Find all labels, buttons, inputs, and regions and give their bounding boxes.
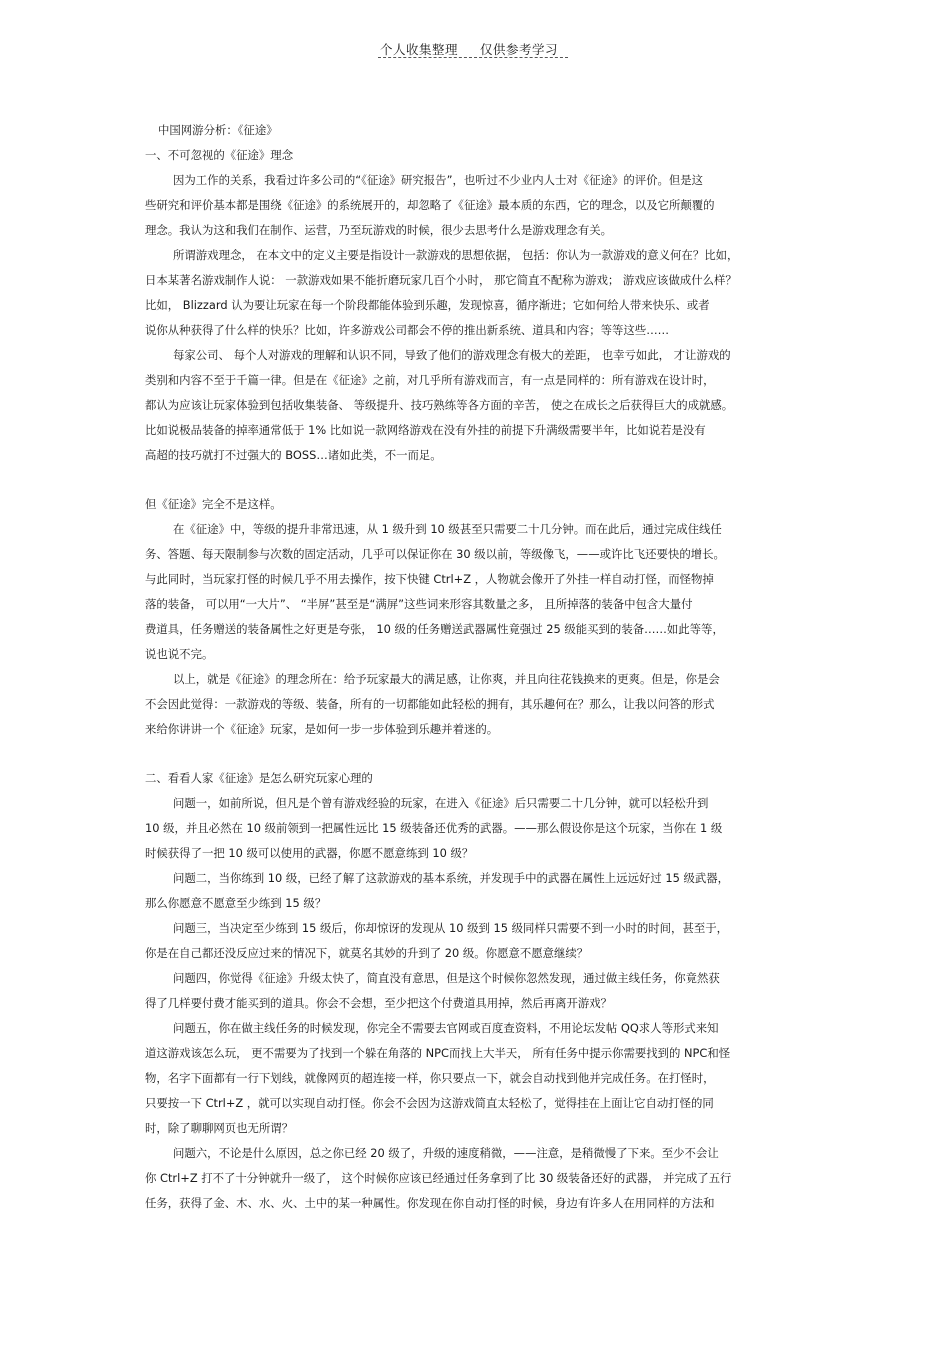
text-line: 来给你讲讲一个《征途》玩家，是如何一步一步体验到乐趣并着迷的。 bbox=[145, 722, 499, 736]
text-line: 时，除了聊聊网页也无所谓？ bbox=[145, 1121, 294, 1135]
text-line: 比如说极品装备的掉率通常低于 1% 比如说一款网络游戏在没有外挂的前提下升满级需要半年，比如说若是没有 bbox=[145, 423, 706, 437]
text-line: 在《征途》中，等级的提升非常迅速，从 1 级升到 10 级甚至只需要二十几分钟。而在此后，通过完成住线任 bbox=[173, 522, 722, 536]
text-line: 落的装备， 可以用“一大片”、 “半屏”甚至是“满屏”这些词来形容其数量之多， 且所掉落的装备中包含大量付 bbox=[145, 597, 693, 611]
text-line: 问题三，当决定至少练到 15 级后，你却惊讶的发现从 10 级到 15 级同样只需要不到一小时的时间，甚至于， bbox=[173, 921, 729, 935]
text-line: 不会因此觉得：一款游戏的等级、装备，所有的一切都能如此轻松的拥有，其乐趣何在？那么，让我以问答的形式 bbox=[145, 697, 715, 711]
header-right-text: 仅供参考学习 bbox=[480, 42, 559, 57]
text-line: 类别和内容不至于千篇一律。但是在《征途》之前，对几乎所有游戏而言，有一点是同样的：所有游戏在设计时， bbox=[145, 373, 715, 387]
text-line: 所谓游戏理念， 在本文中的定义主要是指设计一款游戏的思想依据， 包括：你认为一款游戏的意义何在？比如， bbox=[173, 248, 739, 262]
text-line: 道这游戏该怎么玩， 更不需要为了找到一个躲在角落的 NPC而找上大半天， 所有任务中提示你需要找到的 NPC和怪 bbox=[145, 1046, 731, 1060]
text-line: 得了几样要付费才能买到的道具。你会不会想，至少把这个付费道具用掉，然后再离开游戏？ bbox=[145, 996, 613, 1010]
text-line: 你是在自己都还没反应过来的情况下，就莫名其妙的升到了 20 级。你愿意不愿意继续？ bbox=[145, 946, 589, 960]
text-line: 10 级，并且必然在 10 级前领到一把属性远比 15 级装备还优秀的武器。——那么假设你是这个玩家，当你在 1 级 bbox=[145, 821, 723, 835]
text-line: 时候获得了一把 10 级可以使用的武器，你愿不愿意练到 10 级？ bbox=[145, 846, 474, 860]
text-line: 问题四，你觉得《征途》升级太快了，简直没有意思，但是这个时候你忽然发现，通过做主线任务，你竟然获 bbox=[173, 971, 720, 985]
text-line: 问题五，你在做主线任务的时候发现，你完全不需要去官网或百度查资料，不用论坛发帖 QQ求人等形式来知 bbox=[173, 1021, 719, 1035]
text-line: 些研究和评价基本都是围绕《征途》的系统展开的，却忽略了《征途》最本质的东西，它的理念，以及它所颠覆的 bbox=[145, 198, 715, 212]
text-line: 任务，获得了金、木、水、火、土中的某一种属性。你发现在你自动打怪的时候，身边有许多人在用同样的方法和 bbox=[145, 1196, 715, 1210]
text-line: 比如， Blizzard 认为要让玩家在每一个阶段都能体验到乐趣，发现惊喜，循序渐进；它如何给人带来快乐、或者 bbox=[145, 298, 710, 312]
page-header bbox=[380, 40, 570, 58]
text-line: 只要按一下 Ctrl+Z ，就可以实现自动打怪。你会不会因为这游戏简直太轻松了，觉得挂在上面让它自动打怪的同 bbox=[145, 1096, 714, 1110]
text-line: 与此同时，当玩家打怪的时候几乎不用去操作，按下快键 Ctrl+Z ，人物就会像开了外挂一样自动打怪，而怪物掉 bbox=[145, 572, 714, 586]
text-line: 理念。我认为这和我们在制作、运营，乃至玩游戏的时候，很少去思考什么是游戏理念有关。 bbox=[145, 223, 613, 237]
text-line: 务、答题、每天限制参与次数的固定活动，几乎可以保证你在 30 级以前，等级像飞，——或许比飞还要快的增长。 bbox=[145, 547, 725, 561]
paragraph-gap bbox=[145, 468, 860, 492]
section-heading-1: 一、不可忽视的《征途》理念 bbox=[145, 148, 294, 162]
text-line: 日本某著名游戏制作人说： 一款游戏如果不能折磨玩家几百个小时， 那它简直不配称为游戏； 游戏应该做成什么样？ bbox=[145, 273, 737, 287]
document-title: 中国网游分析：《征途》 bbox=[158, 123, 278, 137]
text-line: 费道具，任务赠送的装备属性之好更是夸张， 10 级的任务赠送武器属性竟强过 25 级能买到的装备……如此等等， bbox=[145, 622, 724, 636]
text-line: 因为工作的关系，我看过许多公司的“《征途》研究报告”，也听过不少业内人士对《征途》的评价。但是这 bbox=[173, 173, 704, 187]
text-line: 问题六，不论是什么原因，总之你已经 20 级了，升级的速度稍微，——注意，是稍微慢了下来。至少不会让 bbox=[173, 1146, 719, 1160]
text-line: 每家公司、 每个人对游戏的理解和认识不同，导致了他们的游戏理念有极大的差距， 也幸亏如此， 才让游戏的 bbox=[173, 348, 731, 362]
text-line: 你 Ctrl+Z 打不了十分钟就升一级了， 这个时候你应该已经通过任务拿到了比 30 级装备还好的武器， 并完成了五行 bbox=[145, 1171, 732, 1185]
text-line: 但《征途》完全不是这样。 bbox=[145, 497, 282, 511]
text-line: 说你从种获得了什么样的快乐？比如，许多游戏公司都会不停的推出新系统、道具和内容；等等这些…… bbox=[145, 323, 669, 337]
text-line: 都认为应该让玩家体验到包括收集装备、 等级提升、技巧熟练等各方面的辛苦， 使之在成长之后获得巨大的成就感。 bbox=[145, 398, 734, 412]
header-divider bbox=[378, 57, 568, 58]
text-line: 以上，就是《征途》的理念所在：给予玩家最大的满足感，让你爽，并且向往花钱换来的更爽。但是，你是会 bbox=[173, 672, 720, 686]
text-line: 物，名字下面都有一行下划线，就像网页的超连接一样，你只要点一下，就会自动找到他并完成任务。在打怪时， bbox=[145, 1071, 715, 1085]
section-heading-2: 二、看看人家《征途》是怎么研究玩家心理的 bbox=[145, 771, 373, 785]
header-left-text: 个人收集整理 bbox=[380, 42, 459, 57]
document-body bbox=[145, 118, 860, 1216]
paragraph-gap bbox=[145, 742, 860, 766]
text-line: 那么你愿意不愿意至少练到 15 级？ bbox=[145, 896, 327, 910]
text-line: 问题一，如前所说，但凡是个曾有游戏经验的玩家，在进入《征途》后只需要二十几分钟，就可以轻松升到 bbox=[173, 796, 709, 810]
text-line: 问题二，当你练到 10 级，已经了解了这款游戏的基本系统，并发现手中的武器在属性上远远好过 15 级武器， bbox=[173, 871, 730, 885]
text-line: 高超的技巧就打不过强大的 BOSS…诸如此类，不一而足。 bbox=[145, 448, 442, 462]
text-line: 说也说不完。 bbox=[145, 647, 214, 661]
